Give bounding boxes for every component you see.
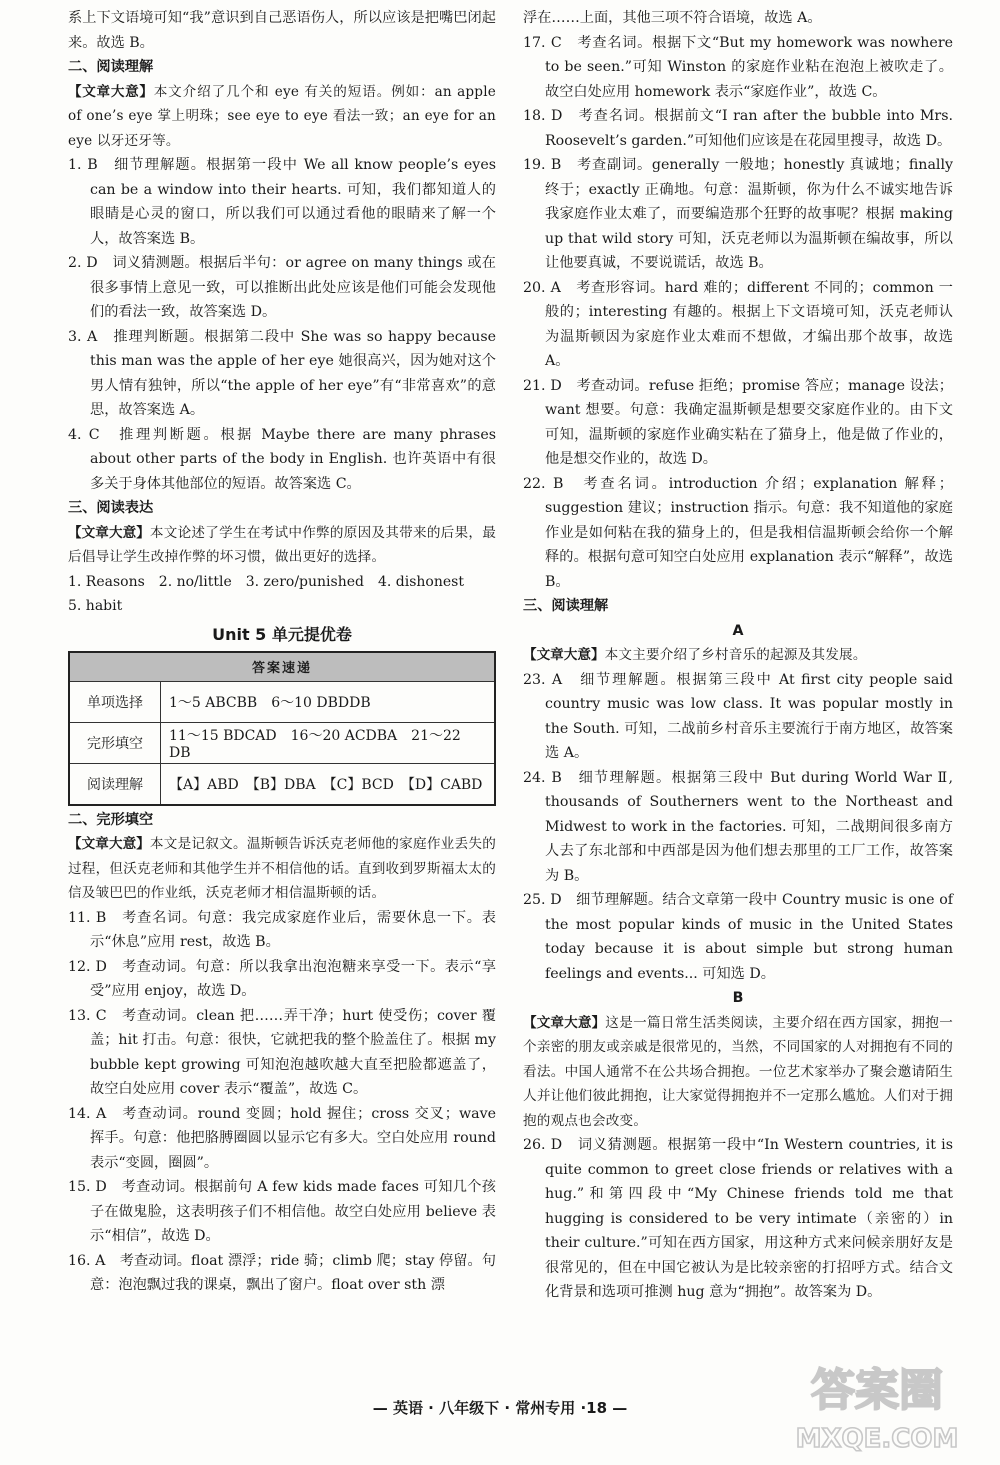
table-header: 答案速递 bbox=[69, 652, 495, 682]
right-column bbox=[523, 6, 953, 1305]
table-row bbox=[69, 722, 495, 763]
cloze-heading: 二、完形填空 bbox=[68, 811, 154, 828]
answer-item: 26. D 词义猜测题。根据第一段中“In Western countries, it is quite common to greet close friends or relatives with a hug.”和第四段中“My Chinese friends told me that hugging is considered to be very intimate（亲密的）in their culture.”可知在西方国家，用这种方式来问候亲朋好友是很常见的，但在中国它被认为是比较亲密的打招呼方式。结合文化背景和选项可推测 hug 意为“拥抱”。故答案为 D。 bbox=[523, 1137, 953, 1300]
answer-item: 15. D 考查动词。根据前句 A few kids made faces 可知几个孩子在做鬼脸，这表明孩子们不相信他。故空白处应用 believe 表示“相信”，故选 D。 bbox=[68, 1179, 496, 1244]
reading2-heading: 三、阅读理解 bbox=[523, 598, 609, 614]
summary-text: 本文是记叙文。温斯顿告诉沃克老师他的家庭作业丢失的过程，但沃克老师和其他学生并不相信他的话。直到收到罗斯福太太的信及皱巴巴的作业纸，沃克老师才相信温斯顿的话。 bbox=[68, 836, 497, 901]
answer-item: 24. B 细节理解题。根据第三段中 But during World War Ⅱ, thousands of Southerners went to the Northeast and Midwest to work in the factories. 可知，二战期间很多南方人去了东北部和中西部是因为他们想去那里的工厂工作，故答案为 B。 bbox=[523, 769, 953, 884]
expression-heading: 三、阅读表达 bbox=[68, 500, 154, 516]
answer-item: 14. A 考查动词。round 变圆；hold 握住；cross 交叉；wave 挥手。句意：他把胳膊圈圆以显示它有多大。空白处应用 round 表示“变圆，圈圆”。 bbox=[68, 1105, 496, 1171]
answer-item: 11. B 考查名词。句意：我完成家庭作业后，需要休息一下。表示“休息”应用 rest，故选 B。 bbox=[68, 909, 496, 950]
summary-text: 本文论述了学生在考试中作弊的原因及其带来的后果，最后倡导让学生改掉作弊的坏习惯，做出更好的选择。 bbox=[68, 524, 497, 565]
table-value: 1～5 ABCBB 6～10 DBDDB bbox=[161, 681, 496, 722]
table-row bbox=[69, 681, 495, 722]
page-footer: — 英语 · 八年级下 · 常州专用 ·18 — bbox=[372, 1399, 628, 1417]
table-row bbox=[69, 763, 495, 805]
answer-item: 1. B 细节理解题。根据第一段中 We all know people’s eyes can be a window into their hearts. 可知，我们都知道人的眼睛是心灵的窗口，所以我们可以通过看他的眼睛来了解一个人，故答案选 B。 bbox=[68, 157, 496, 247]
answer-item: 21. D 考查动词。refuse 拒绝；promise 答应；manage 设法；want 想要。句意：我确定温斯顿是想要交家庭作业的。由下文可知，温斯顿的家庭作业确实粘在了猫身上，他是做了作业的，他是想交作业的，故选 D。 bbox=[523, 377, 953, 467]
answer-item: 3. A 推理判断题。根据第二段中 She was so happy because this man was the apple of her eye 她很高兴，因为她对这个男人情有独钟，所以“the apple of her eye”有“非常喜欢”的意思，故答案选 A。 bbox=[68, 328, 496, 418]
expression-answer-5: 5. habit bbox=[68, 597, 123, 614]
table-value: 11～15 BDCAD 16～20 ACDBA 21～22 DB bbox=[161, 722, 496, 763]
table-key: 完形填空 bbox=[69, 722, 161, 763]
watermark-text-cn: 答案圈 bbox=[811, 1365, 943, 1416]
continuation-text: 浮在……上面，其他三项不符合语境，故选 A。 bbox=[523, 10, 822, 26]
summary-tag: 【文章大意】 bbox=[523, 1014, 606, 1031]
reading-summary bbox=[68, 80, 496, 154]
section-b-label: B bbox=[732, 990, 744, 1006]
answer-item: 22. B 考查名词。introduction 介绍；explanation 解释；suggestion 建议；instruction 指示。句意：我不知道他的家庭作业是如何粘在我的猫身上的，但是我相信温斯顿会给你一个解释的。根据句意可知空白处应用 explanation 表示“解释”，故选 B。 bbox=[523, 475, 953, 590]
table-key: 单项选择 bbox=[69, 681, 161, 722]
table-key: 阅读理解 bbox=[69, 763, 161, 805]
expression-answers: 1. Reasons 2. no/little 3. zero/punished 4. dishonest bbox=[68, 573, 464, 590]
watermark-logo bbox=[775, 1335, 980, 1465]
summary-tag: 【文章大意】 bbox=[523, 647, 605, 663]
answer-item: 13. C 考查动词。clean 把……弄干净；hurt 使受伤；cover 覆盖；hit 打击。句意：很快，它就把我的整个脸盖住了。根据 my bubble kept growing 可知泡泡越吹越大直至把脸都遮盖了，故空白处应用 cover 表示“覆盖”，故选 C。 bbox=[68, 1007, 496, 1097]
answer-item: 4. C 推理判断题。根据 Maybe there are many phrases about other parts of the body in English. 也许英语中有很多关于身体其他部位的短语。故答案选 C。 bbox=[68, 426, 496, 492]
reading-heading: 二、阅读理解 bbox=[68, 59, 154, 75]
answer-item: 12. D 考查动词。句意：所以我拿出泡泡糖来享受一下。表示“享受”应用 enjoy，故选 D。 bbox=[68, 958, 496, 999]
answer-item: 18. D 考查名词。根据前文“I ran after the bubble into Mrs. Roosevelt’s garden.”可知他们应该是在花园里搜寻，故选 D。 bbox=[523, 108, 953, 149]
section-a-label: A bbox=[732, 622, 744, 639]
summary-tag: 【文章大意】 bbox=[68, 83, 154, 100]
watermark-text-en: MXQE.COM bbox=[795, 1424, 959, 1454]
summary-tag: 【文章大意】 bbox=[68, 836, 150, 852]
table-value: 【A】ABD 【B】DBA 【C】BCD 【D】CABD bbox=[161, 763, 496, 805]
answer-item: 2. D 词义猜测题。根据后半句：or agree on many things 或在很多事情上意见一致，可以推断出此处应该是他们可能会发现他们的看法一致，故答案选 D。 bbox=[68, 255, 496, 320]
answer-item: 16. A 考查动词。float 漂浮；ride 骑；climb 爬；stay 停留。句意：泡泡飘过我的课桌，飘出了窗户。float over sth 漂 bbox=[68, 1252, 496, 1293]
section-b-summary bbox=[523, 1011, 953, 1134]
intro-text: 系上下文语境可知“我”意识到自己恶语伤人，所以应该是把嘴巴闭起来。故选 B。 bbox=[68, 10, 496, 51]
answer-item: 23. A 细节理解题。根据第三段中 At first city people said country music was low class. It was popular mostly in the South. 可知，二战前乡村音乐主要流行于南方地区，故答案选 A。 bbox=[523, 671, 953, 761]
summary-text: 本文介绍了几个和 eye 有关的短语。例如：an apple of one’s eye 掌上明珠；see eye to eye 看法一致；an eye for an eye 以牙还牙等。 bbox=[68, 83, 496, 149]
section-a-summary bbox=[523, 643, 953, 668]
answer-table bbox=[68, 651, 496, 806]
summary-tag: 【文章大意】 bbox=[68, 524, 150, 541]
answer-item: 20. A 考查形容词。hard 难的；different 不同的；common 一般的；interesting 有趣的。根据上下文语境可知，沃克老师认为温斯顿因为家庭作业太难而不想做，才编出那个故事，故选 A。 bbox=[523, 279, 953, 369]
left-column bbox=[68, 6, 496, 1298]
answer-item: 17. C 考查名词。根据下文“But my homework was nowhere to be seen.”可知 Winston 的家庭作业粘在泡泡上被吹走了。故空白处应用 homework 表示“家庭作业”，故选 C。 bbox=[523, 34, 953, 100]
answer-item: 25. D 细节理解题。结合文章第一段中 Country music is one of the most popular kinds of music in the United States today because it is about simple but strong human feelings and events... 可知选 D。 bbox=[523, 892, 953, 982]
expression-summary bbox=[68, 521, 496, 570]
unit-title: Unit 5 单元提优卷 bbox=[212, 624, 352, 644]
cloze-summary bbox=[68, 832, 496, 906]
summary-text: 本文主要介绍了乡村音乐的起源及其发展。 bbox=[604, 647, 867, 663]
answer-item: 19. B 考查副词。generally 一般地；honestly 真诚地；finally 终于；exactly 正确地。句意：温斯顿，你为什么不诚实地告诉我家庭作业太难了，而要编造那个狂野的故事呢？根据 making up that wild story 可知，沃克老师以为温斯顿在编故事，所以让他要真诚，不要说谎话，故选 B。 bbox=[523, 157, 953, 271]
summary-text: 这是一篇日常生活类阅读，主要介绍在西方国家，拥抱一个亲密的朋友或亲戚是很常见的，当然，不同国家的人对拥抱有不同的看法。中国人通常不在公共场合拥抱。一位艺术家举办了聚会邀请陌生人并让他们彼此拥抱，让大家觉得拥抱并不一定那么尴尬。人们对于拥抱的观点也会改变。 bbox=[523, 1014, 953, 1129]
